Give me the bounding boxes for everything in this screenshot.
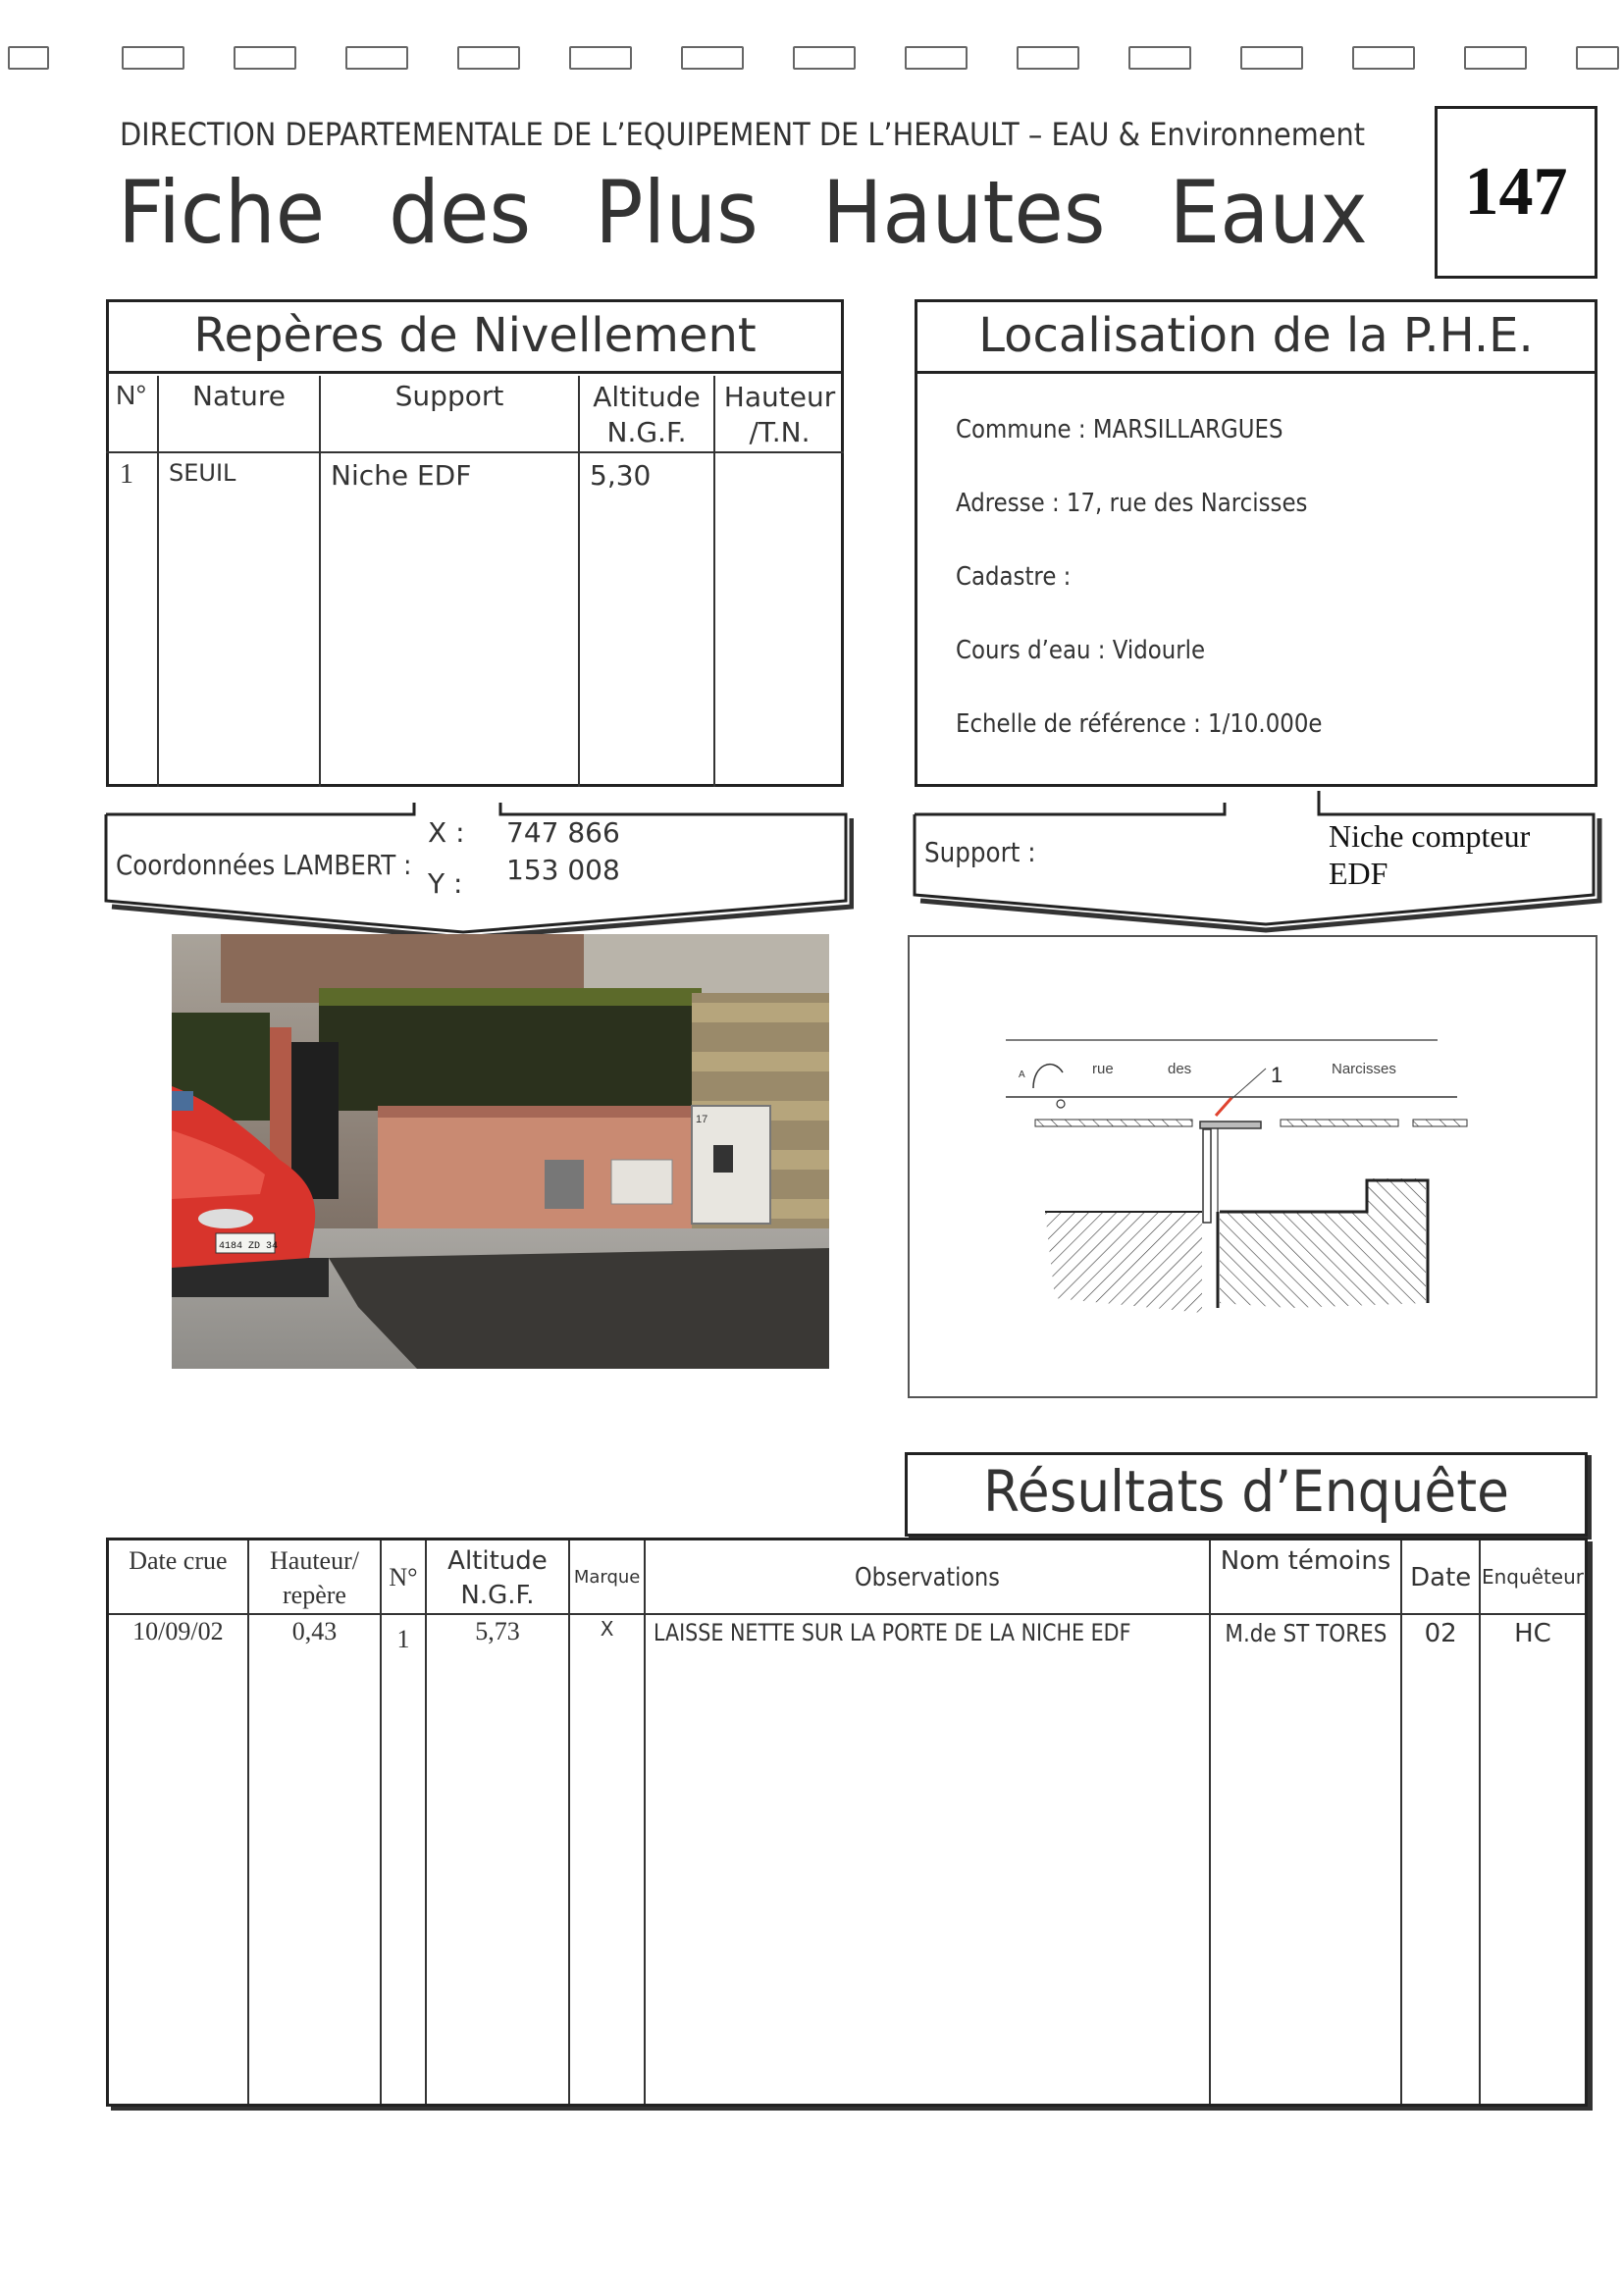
col-num: N° bbox=[106, 376, 158, 452]
resultats-table bbox=[106, 1538, 1588, 2107]
cours-eau-field: Cours d’eau : Vidourle bbox=[956, 636, 1206, 665]
reperes-table bbox=[106, 376, 844, 787]
sketch-word-rue: rue bbox=[1092, 1061, 1114, 1077]
commune-field: Commune : MARSILLARGUES bbox=[956, 415, 1283, 444]
cadastre-field: Cadastre : bbox=[956, 562, 1072, 592]
sheet-number-box bbox=[1435, 106, 1597, 279]
adresse-field: Adresse : 17, rue des Narcisses bbox=[956, 489, 1308, 518]
col-support: Support bbox=[320, 376, 579, 452]
organization-heading: DIRECTION DEPARTEMENTALE DE L’EQUIPEMENT DE L’HERAULT – EAU & Environnement bbox=[120, 116, 1366, 153]
col-enqueteur: Enquêteur bbox=[1480, 1539, 1587, 1615]
col-nature: Nature bbox=[158, 376, 320, 452]
col-hauteur-repere: Hauteur/ repère bbox=[248, 1539, 381, 1615]
svg-text:17: 17 bbox=[696, 1114, 708, 1125]
support-label: Support : bbox=[924, 836, 1036, 868]
table-row: 10/09/02 0,43 1 5,73 X LAISSE NETTE SUR LA PORTE DE LA NICHE EDF M.de ST TORES 02 HC bbox=[108, 1614, 1587, 2106]
sheet-number: 147 bbox=[1464, 154, 1568, 230]
location-sketch bbox=[908, 935, 1597, 1398]
sketch-marker: 1 bbox=[1271, 1063, 1283, 1087]
page-title: Fiche des Plus Hautes Eaux bbox=[118, 162, 1368, 263]
col-marque: Marque bbox=[569, 1539, 645, 1615]
support-value: Niche compteur EDF bbox=[1329, 818, 1531, 891]
localisation-title: Localisation de la P.H.E. bbox=[978, 308, 1534, 363]
svg-text:4184 ZD 34: 4184 ZD 34 bbox=[219, 1241, 279, 1252]
sketch-word-narcisses: Narcisses bbox=[1332, 1061, 1396, 1077]
col-altitude-ngf: Altitude N.G.F. bbox=[426, 1539, 569, 1615]
col-altitude: Altitude N.G.F. bbox=[579, 376, 714, 452]
col-date-crue: Date crue bbox=[108, 1539, 248, 1615]
col-num: N° bbox=[381, 1539, 426, 1615]
resultats-title: Résultats d’Enquête bbox=[983, 1458, 1509, 1525]
col-observations: Observations bbox=[645, 1539, 1210, 1615]
lambert-x-value: 747 866 bbox=[506, 816, 620, 849]
lambert-y-value: 153 008 bbox=[506, 854, 620, 886]
col-hauteur: Hauteur /T.N. bbox=[714, 376, 844, 452]
reperes-title: Repères de Nivellement bbox=[193, 308, 757, 363]
lambert-x-label: X : bbox=[428, 816, 465, 849]
lambert-y-label: Y : bbox=[428, 867, 463, 900]
echelle-field: Echelle de référence : 1/10.000e bbox=[956, 709, 1323, 739]
col-nom-temoins: Nom témoins bbox=[1210, 1539, 1402, 1615]
lambert-label: Coordonnées LAMBERT : bbox=[116, 849, 412, 881]
table-row: 1 SEUIL Niche EDF 5,30 bbox=[106, 452, 844, 787]
sketch-word-des: des bbox=[1168, 1061, 1192, 1077]
col-date: Date bbox=[1401, 1539, 1480, 1615]
site-photo bbox=[172, 934, 829, 1369]
svg-text:A: A bbox=[1019, 1070, 1025, 1080]
